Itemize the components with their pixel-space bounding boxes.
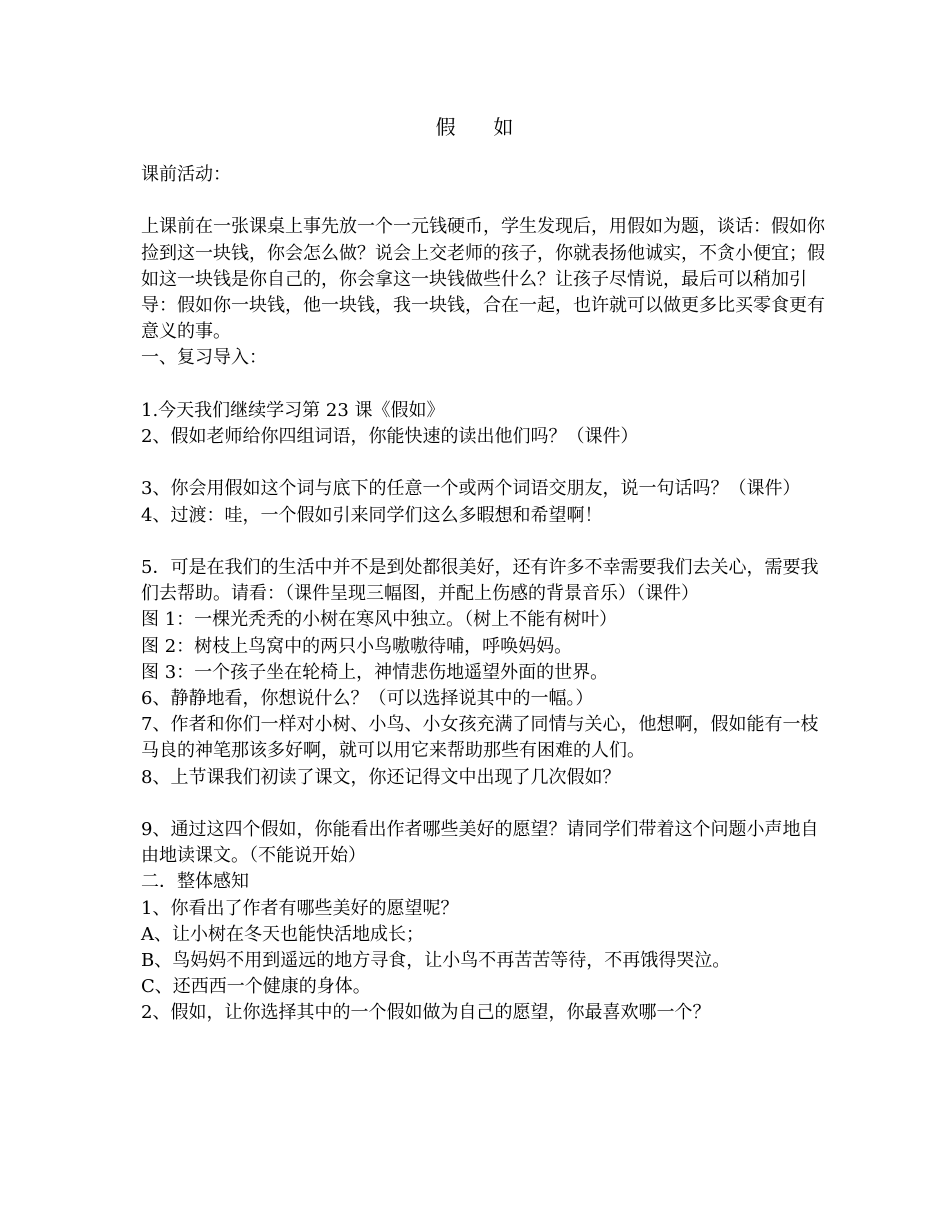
section-heading-review: 一、复习导入： [141, 347, 267, 369]
overview-option-a: A、让小树在冬天也能快活地成长； [141, 923, 424, 945]
review-item-7: 7、作者和你们一样对小树、小鸟、小女孩充满了同情与关心，他想啊，假如能有一枝马良的神笔那该多好啊，就可以用它来帮助那些有困难的人们。 [141, 714, 819, 762]
overview-item-2: 2、假如，让你选择其中的一个假如做为自己的愿望，你最喜欢哪一个？ [141, 1002, 711, 1024]
review-item-9: 9、通过这四个假如，你能看出作者哪些美好的愿望？请同学们带着这个问题小声地自由地读课文。（不能说开始） [141, 819, 819, 867]
blank-line [141, 529, 831, 555]
review-item-3: 3、你会用假如这个词与底下的任意一个或两个词语交朋友，说一句话吗？（课件） [141, 478, 801, 500]
review-item-8: 8、上节课我们初读了课文，你还记得文中出现了几次假如？ [141, 766, 621, 788]
document-title: 假 如 [435, 115, 515, 139]
figure-description-1: 图 1：一棵光秃秃的小树在寒风中独立。（树上不能有树叶） [141, 609, 618, 631]
pre-activity-heading: 课前活动： [141, 164, 231, 185]
review-item-4: 4、过渡：哇，一个假如引来同学们这么多暇想和希望啊！ [141, 504, 603, 526]
document-body [141, 162, 831, 1027]
review-item-5: 5．可是在我们的生活中并不是到处都很美好，还有许多不幸需要我们去关心，需要我们去帮助。请看：（课件呈现三幅图，并配上伤感的背景音乐）（课件） [141, 556, 819, 605]
figure-description-2: 图 2：树枝上鸟窝中的两只小鸟嗷嗷待哺，呼唤妈妈。 [141, 635, 573, 657]
section-heading-overview: 二．整体感知 [141, 871, 249, 893]
review-item-1: 1.今天我们继续学习第 23 课《假如》 [141, 399, 445, 421]
overview-item-1: 1、你看出了作者有哪些美好的愿望呢？ [141, 897, 459, 919]
overview-option-c: C、还西西一个健康的身体。 [141, 976, 371, 998]
review-item-2: 2、假如老师给你四组词语，你能快速的读出他们吗？（课件） [141, 426, 639, 447]
figure-description-3: 图 3：一个孩子坐在轮椅上，神情悲伤地遥望外面的世界。 [141, 661, 609, 683]
blank-line [141, 188, 831, 214]
pre-activity-paragraph: 上课前在一张课桌上事先放一个一元钱硬币，学生发现后，用假如为题，谈话：假如你捡到这一块钱，你会怎么做？说会上交老师的孩子，你就表扬他诚实，不贪小便宜；假如这一块钱是你自己的，你会拿这一块钱做些什么？让孩子尽情说，最后可以稍加引导：假如你一块钱，他一块钱，我一块钱，合在一起，也许就可以做更多比买零食更有意义的事。 [141, 216, 825, 343]
blank-line [141, 372, 831, 398]
blank-line [141, 450, 831, 476]
review-item-6: 6、静静地看，你想说什么？（可以选择说其中的一幅。） [141, 688, 594, 709]
overview-option-b: B、鸟妈妈不用到遥远的地方寻食，让小鸟不再苦苦等待，不再饿得哭泣。 [141, 950, 731, 972]
blank-line [141, 791, 831, 817]
